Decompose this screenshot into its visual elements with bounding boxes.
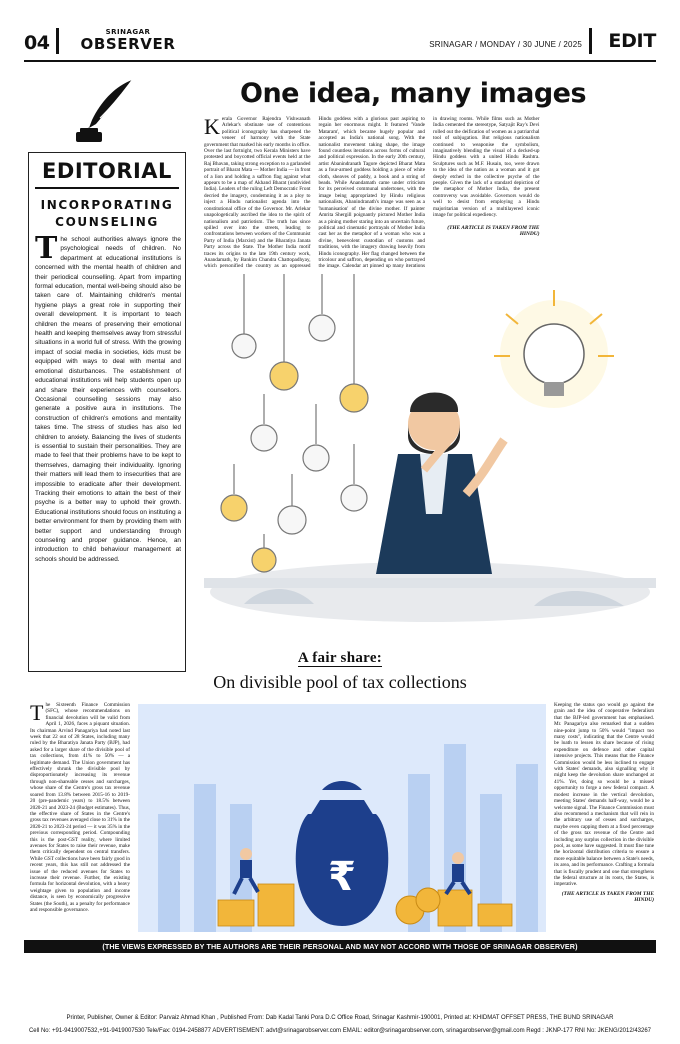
logo-small-text: SRINAGAR: [105, 28, 151, 36]
money-bag-illustration: [138, 704, 546, 932]
second-article-body-right: [554, 702, 654, 934]
lead-headline: One idea, many images: [240, 78, 587, 109]
drop-cap: K: [204, 114, 220, 139]
editorial-headline-line2: COUNSELING: [55, 215, 159, 229]
article-credit: (THE ARTICLE IS TAKEN FROM THE HINDU): [561, 890, 654, 904]
lead-article-body: [204, 116, 654, 276]
editorial-box: [28, 152, 186, 672]
imprint-line: Printer, Publisher, Owner & Editor: Parvaiz Ahmad Khan , Published From: Dab Kadal Tanki Pora D.C Office Road, Srinagar Kashmir-190001, Printed at: KHIDMAT OFFSET PRESS, THE BUND SRINAGAR: [66, 1015, 614, 1021]
editorial-title: EDITORIAL: [42, 159, 172, 183]
second-article-headline: On divisible pool of tax collections: [213, 672, 467, 692]
page-number: 04: [24, 32, 50, 54]
article-credit: (THE ARTICLE IS TAKEN FROM THE HINDU): [447, 224, 540, 237]
editorial-headline-line1: INCORPORATING: [40, 198, 174, 212]
drop-cap: T: [35, 231, 58, 266]
quill-pen-icon: [72, 76, 140, 146]
lead-article-text: erala Governor Rajendra Vishwanath Arlekar's obstinate use of contentious political iconography has sharpened the veneer of harmony with the State government that marked his early months in office. Over the last fortnight, two Kerala Ministers have protested and boycotted official events held at the Raj Bhavan, taking strong exception to a garlanded portrait of Bharat Mata — Mother India — in front of a lion and holding a saffron flag against what appears to be a map of Akhand Bharat (undivided India). Leaders of the ruling Left Democratic Front decried the imagery, condemning it as a ploy to inject a Hindu nationalist agenda into the constitutional office of the Governor. Mr. Arlekar unapologetically ascribed the idea to the spirit of nationalism and patriotism. The truth has since spilled over into the streets, leading to confrontations between workers of the Communist Party of India (Marxist) and the Bharatiya Janata Party across the State. The Mother India motif traces its origins to the late 19th century work, Anandamath, by Bankim Chandra Chattopadhyay, which personified the country as an oppressed Hindu goddess with a glorious past aspiring to regain her enormous might. It featured 'Vande Mataram', which became hugely popular and accepted as India's national song. With the nationalist movement taking shape, the image found countless iterations across forms of cultural and political expression. In the early 20th century, artist Abanindranath Tagore depicted Bharat Mata as a four-armed goddess holding a piece of white cloth, sheaves of paddy, a book and a string of beads. While Anandamath came under criticism for its perceived communal undertones, with the image being appropriated by Hindu religious nationalists, Abanindranath's image was seen as a 'humanisation' of the divine mother. If painter Amrita Shergill poignantly pictured Mother India as a pining mother staring into an uncertain future, political and cinematic portrayals of Mother India cast her as the metaphor of a woman who was a divine, benevolent custodian of customs and traditions, with the imagery drawing heavily from Hindu iconography. Her flag changed between the tricolour and saffron, depending on who portrayed the image. Calendar art pinned up many iterations in drawing rooms. While films such as Mother India cemented the stereotype, Satyajit Ray's Devi rolled out the deification of women as a patriarchal tool of subjugation. But religious nationalism continued to weaponise the symbolism, imaginatively blending the visual of a decked-up Hindu goddess with a united Hindu Rashtra. Sculptures such as M.F. Husain, too, were drawn to the idea of the nation as a woman and it got deeply etched in the collective psyche of the people. Given the lack of a standard depiction of the metaphor of Mother India, the present controversy was avoidable. Governors would do well to desist from employing a Hindu majoritarian version of a multilayered iconic image for political expediency.: [204, 116, 540, 270]
masthead-divider: [589, 28, 592, 54]
rupee-symbol: ₹: [328, 854, 356, 900]
contact-line: Cell No: +91-9419007532,+91-9419007530 Tele/Fax: 0194-2458877 ADVERTISEMENT: advt@srinagarobserver.com EMAIL: editor@srinagarobserver.com, srinagarobserver@gmail.com Regd : JKNP-177 RNI No: JKENG/2012/43267: [28, 1028, 652, 1034]
disclaimer-bar: (THE VIEWS EXPRESSED BY THE AUTHORS ARE THEIR PERSONAL AND MAY NOT ACCORD WITH THOSE OF SRINAGAR OBSERVER): [24, 940, 656, 953]
dateline: SRINAGAR / MONDAY / 30 JUNE / 2025: [429, 40, 582, 49]
newspaper-logo[interactable]: [68, 28, 188, 53]
second-article-kicker: A fair share:: [297, 650, 383, 666]
second-article-text-right: Keeping the status quo would go against the grain and the idea of cooperative federalism that the BJP-led government has emphasised. Mr. Panagariya also remarked that a sudden nine-point jump to 50% would "impact too many costs", indicating that the Centre would be loath to lessen its share because of rising expenditure on defence and other capital intensive projects. This means that the Finance Commission would be less inclined to engage with States' demands, also signalling why it might keep the devolution share unchanged at 41%. Yet, doing so would be a missed opportunity to forge a new federal compact. A modest increase in the vertical devolution, meeting States' demands half-way, would be a welcome signal. The Finance Commission must also recommend a mechanism that will rein in the arbitrary use of cesses and surcharges, maybe even capping them at a fixed percentage of the gross tax revenue of the Centre and including any surplus collection in the divisible pool, as some have suggested. It must fine tune the horizontal distribution criteria to ensure a more equitable balance between a State's needs, its area, and its performance. Crafting a formula that is fiscally prudent and one that strengthens the federal structure at its roots, the States, is imperative.: [554, 702, 654, 888]
masthead-divider: [56, 28, 59, 54]
second-article-body-left: [30, 702, 130, 934]
second-article-text-left: he Sixteenth Finance Commission (SFC), whose recommendations on financial devolution will be valid from April 1, 2026, faces a piquant situation. Its chairman Arvind Panagariya had noted last week that 22 out of 28 States, including many ruled by the Bharatiya Janata Party (BJP), had asked for a larger share of the divisible pool of tax collections, from 41% to 50% — a legitimate demand. The Union government has effectively shrunk the divisible pool by disproportionately increasing its revenue through non-shareable cesses and surcharges, whose share of the Centre's gross tax revenue soared from 13.8% between 2015-16 to 2019-20 (pre-pandemic years) to 18.5% between 2020-21 and 2023-24 (Budget estimates). Thus, the effective share of States in the Centre's gross tax revenues averaged close to 31% in the 2020-21 to 2023-24 period — it was 35% in the previous corresponding period. Compounding this is the post-GST reality, where limited avenues for States to raise their revenue, make them critically dependent on central transfers. While GST collections have been fairly good in recent years, this has still not addressed the issue of the reduced avenues for States to increase their revenue. Further, the existing formula for horizontal devolution, with a heavy weightage given to population and income distance, is seen by economically progressive States (the South), as a penalty for performance and responsible governance.: [30, 702, 130, 913]
masthead: [24, 26, 656, 64]
editorial-headline: [29, 197, 185, 231]
masthead-rule: [24, 60, 656, 62]
editorial-body-text: he school authorities always ignore the psychological needs of children. No department at educational institutions is concerned with the mental health of children and their periodical counselling. Apart from imparting formal education, mental well-being should also be taken care of. Maintaining children's mental hygiene plays a great role in supporting their overall development. It is important to teach children the means of preserving their emotional health and keeping themselves away from stressful situations in a world full of stress. With the growing impact of social media in societies, kids must be equipped with ways to deal with mental and emotional disturbances. The establishment of educational institutions will help students open up and share their experiences with counsellors. Occasional counselling sessions may also generate a positive aura in institutions. The construction of children's emotions and mentality takes time. The stress of studies has also led children to anxiety. Balancing the lives of students is essential to sustain their personalities. They are made to feel that their problems have to be kept to themselves, damaging their individuality. Ignoring their matters will lead them to insecurities that are impossible to eradicate after their development. Tracking their emotions to attain the best of their psyche is a better way to uphold their growth. Educational institutions should focus on instituting a better environment for them by providing them with better support and understanding through counseling and proper guidance. Hence, an introduction to child behaviour management at schools should be addressed.: [35, 236, 182, 563]
editorial-body: [35, 231, 182, 564]
section-label: EDIT: [608, 30, 656, 52]
drop-cap: T: [30, 702, 44, 725]
editorial-title-rule: [35, 187, 179, 189]
thinking-man-bulbs-illustration: [204, 274, 656, 646]
logo-big-text: OBSERVER: [80, 35, 176, 53]
